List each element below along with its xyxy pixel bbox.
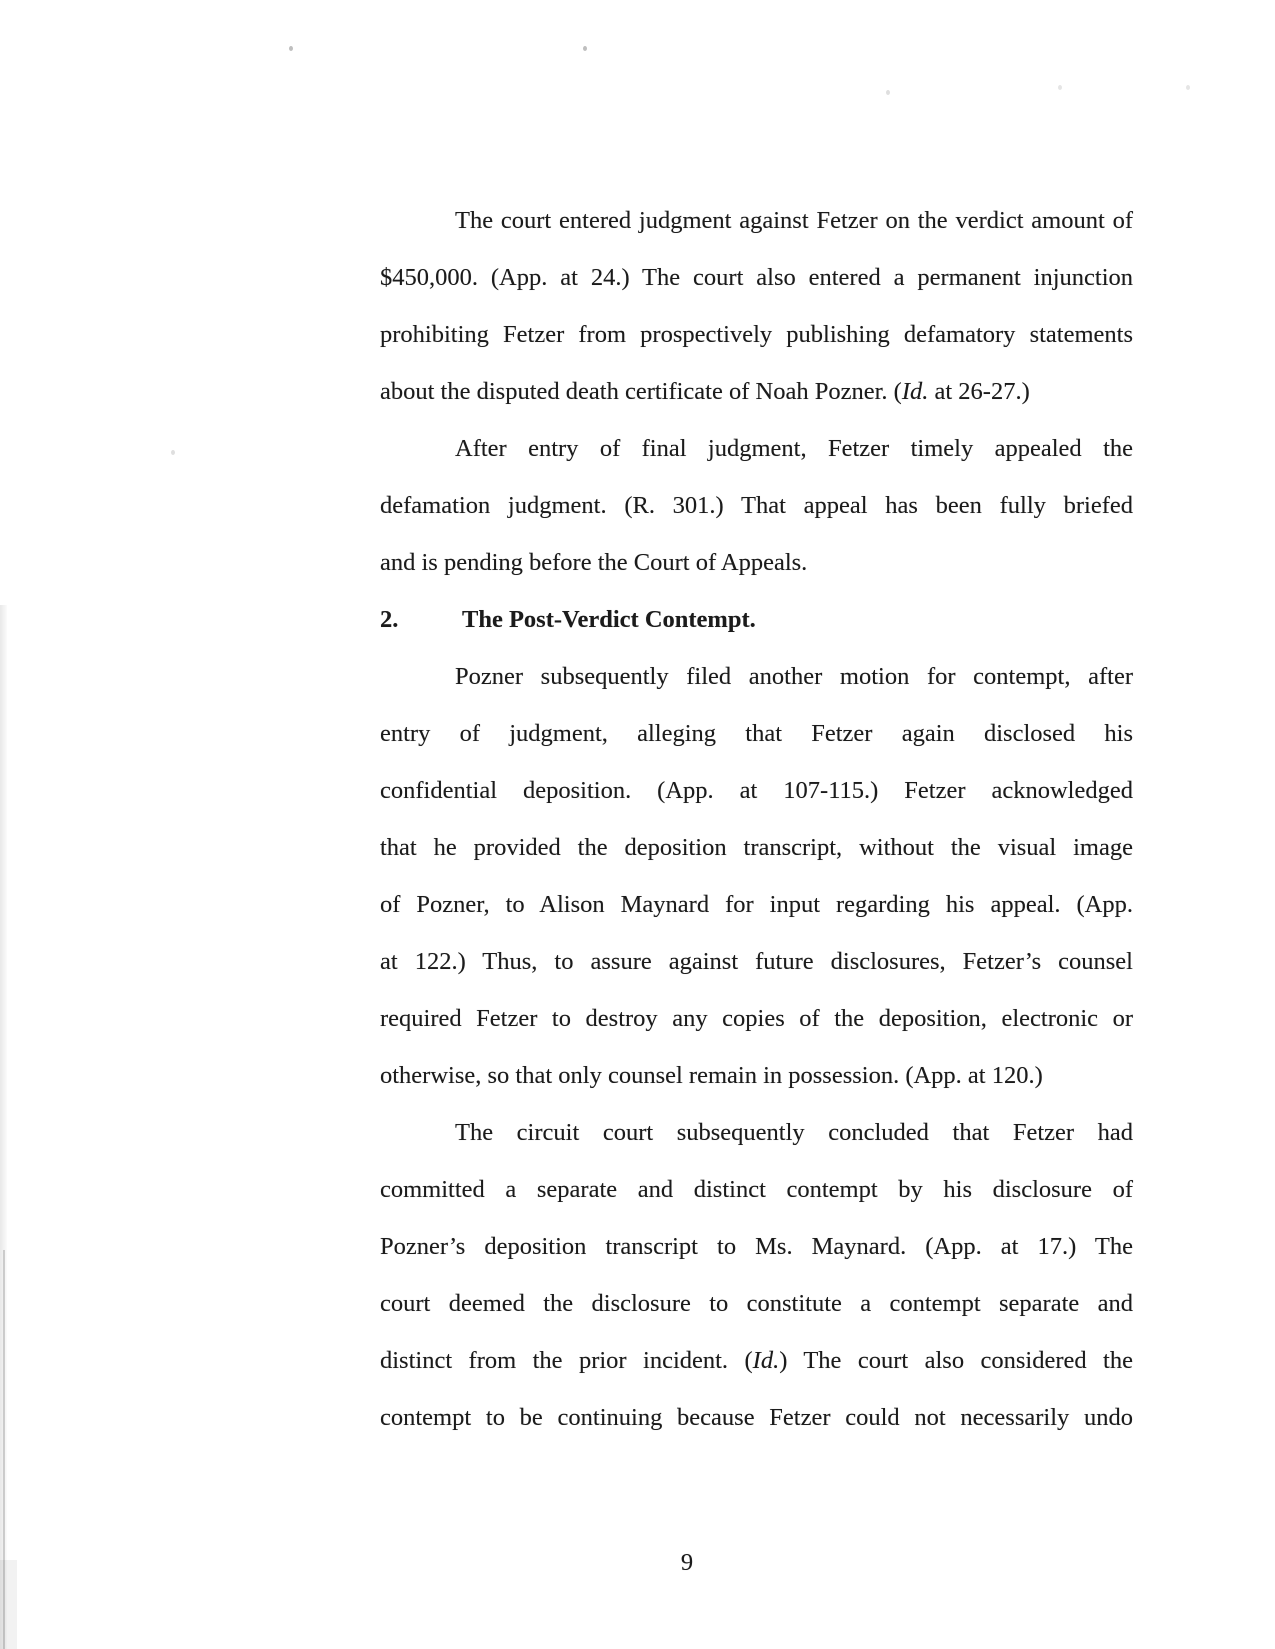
text-run: prohibiting Fetzer from prospectively publishing defamatory statements bbox=[380, 321, 1133, 348]
text-run: required Fetzer to destroy any copies of the deposition, electronic or bbox=[380, 1005, 1133, 1032]
text-run: ) The court also considered the bbox=[779, 1347, 1133, 1374]
text-run: at 26-27.) bbox=[928, 378, 1030, 405]
scan-artifact-speck bbox=[1186, 85, 1190, 90]
scan-artifact-speck bbox=[171, 450, 175, 455]
text-run: Pozner subsequently filed another motion for contempt, after bbox=[455, 663, 1133, 690]
text-run: contempt to be continuing because Fetzer could not necessarily undo bbox=[380, 1404, 1133, 1431]
section-heading-title: The Post-Verdict Contempt. bbox=[462, 606, 756, 633]
text-line bbox=[380, 933, 1133, 990]
scan-artifact-speck bbox=[583, 46, 587, 51]
text-run: at 122.) Thus, to assure against future disclosures, Fetzer’s counsel bbox=[380, 948, 1133, 975]
text-line bbox=[380, 363, 1133, 420]
text-line bbox=[380, 990, 1133, 1047]
text-line bbox=[380, 1104, 1133, 1161]
text-line bbox=[380, 1275, 1133, 1332]
text-line bbox=[380, 1389, 1133, 1446]
text-line bbox=[380, 819, 1133, 876]
text-line bbox=[380, 648, 1133, 705]
text-line bbox=[380, 762, 1133, 819]
section-heading-number: 2. bbox=[380, 606, 399, 633]
section-heading bbox=[380, 591, 1133, 648]
text-line bbox=[380, 420, 1133, 477]
text-run: Pozner’s deposition transcript to Ms. Maynard. (App. at 17.) The bbox=[380, 1233, 1133, 1260]
text-line bbox=[380, 1218, 1133, 1275]
text-run: otherwise, so that only counsel remain in possession. (App. at 120.) bbox=[380, 1062, 1043, 1089]
text-run: court deemed the disclosure to constitute a contempt separate and bbox=[380, 1290, 1133, 1317]
text-run: of Pozner, to Alison Maynard for input regarding his appeal. (App. bbox=[380, 891, 1133, 918]
text-run: The circuit court subsequently concluded that Fetzer had bbox=[455, 1119, 1133, 1146]
text-line bbox=[380, 534, 1133, 591]
text-run: The court entered judgment against Fetzer on the verdict amount of bbox=[455, 207, 1133, 234]
text-run: Id. bbox=[901, 378, 929, 405]
scan-artifact-speck bbox=[289, 46, 293, 51]
document-body bbox=[380, 192, 1133, 1446]
text-run: and is pending before the Court of Appeals. bbox=[380, 549, 808, 576]
text-run: defamation judgment. (R. 301.) That appeal has been fully briefed bbox=[380, 492, 1133, 519]
scan-artifact-edge-patch bbox=[0, 1560, 17, 1649]
text-run: committed a separate and distinct contempt by his disclosure of bbox=[380, 1176, 1133, 1203]
text-run: Id. bbox=[752, 1347, 780, 1374]
text-line bbox=[380, 306, 1133, 363]
text-run: that he provided the deposition transcript, without the visual image bbox=[380, 834, 1133, 861]
scan-artifact-speck bbox=[1058, 85, 1062, 90]
text-run: about the disputed death certificate of Noah Pozner. ( bbox=[380, 378, 902, 405]
text-run: After entry of final judgment, Fetzer timely appealed the bbox=[455, 435, 1133, 462]
text-line bbox=[380, 1047, 1133, 1104]
scan-artifact-speck bbox=[886, 90, 890, 95]
text-run: distinct from the prior incident. ( bbox=[380, 1347, 753, 1374]
text-run: $450,000. (App. at 24.) The court also entered a permanent injunction bbox=[380, 264, 1133, 291]
text-line bbox=[380, 1161, 1133, 1218]
text-line bbox=[380, 477, 1133, 534]
text-line bbox=[380, 192, 1133, 249]
text-line bbox=[380, 876, 1133, 933]
text-run: entry of judgment, alleging that Fetzer again disclosed his bbox=[380, 720, 1133, 747]
text-line bbox=[380, 705, 1133, 762]
page-number: 9 bbox=[680, 1549, 694, 1576]
text-run: confidential deposition. (App. at 107-115.) Fetzer acknowledged bbox=[380, 777, 1133, 804]
text-line bbox=[380, 1332, 1133, 1389]
text-line bbox=[380, 249, 1133, 306]
